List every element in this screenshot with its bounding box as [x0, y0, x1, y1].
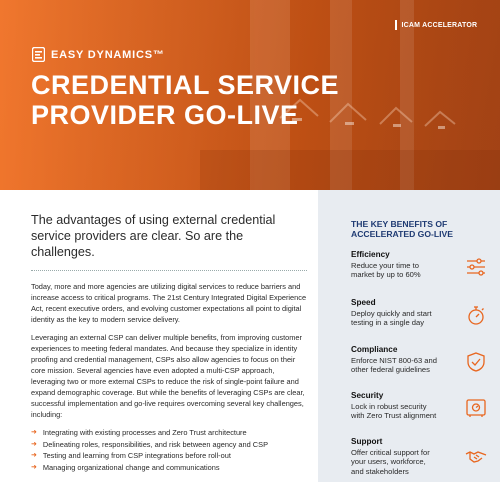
benefit-text: Offer critical support for your users, workforce, and stakeholders [351, 448, 430, 476]
arrow-bullet-icon: ➜ [31, 440, 37, 448]
benefit-heading: Security [351, 391, 384, 400]
challenges-list [31, 427, 309, 473]
benefits-sidebar [318, 190, 500, 482]
arrow-bullet-icon: ➜ [31, 463, 37, 471]
arrow-bullet-icon: ➜ [31, 429, 37, 436]
stopwatch-icon [465, 304, 487, 326]
list-item-text: Integrating with existing processes and Zero Trust architecture [42, 428, 247, 437]
benefit-heading: Compliance [351, 345, 398, 354]
sliders-icon [465, 256, 487, 278]
program-tag [395, 20, 477, 30]
benefit-speed [351, 298, 493, 328]
list-item [31, 462, 309, 474]
benefit-support [351, 437, 493, 476]
title-line-1: CREDENTIAL SERVICE [31, 70, 340, 100]
main-content [31, 212, 309, 473]
logo-mark-icon [32, 47, 45, 62]
benefit-heading: Efficiency [351, 250, 390, 259]
benefit-compliance [351, 345, 493, 375]
page-title [31, 70, 471, 130]
benefit-text: Deploy quickly and start testing in a single day [351, 309, 432, 328]
list-item [31, 450, 309, 462]
list-item-text: Testing and learning from CSP integrations before roll-out [42, 451, 231, 460]
list-item-text: Managing organizational change and communications [42, 462, 220, 472]
sidebar-title: THE KEY BENEFITS OF ACCELERATED GO-LIVE [351, 219, 454, 239]
shield-check-icon [465, 351, 487, 373]
benefit-security [351, 391, 493, 421]
body-paragraph: Leveraging an external CSP can deliver multiple benefits, from improving customer experiences to meeting federal mandates. And because they specialize in identity proofing and credential management, CSPs also allow agencies to focus on their core mission. Several agencies have even adopted a multi-CSP approach, leveraging two or more external CSPs to reduce the risk of single-point failure and expand demographic coverage. But while the benefits of leveraging CSPs are clear, successful implementation and go-live requires overcoming several key challenges, including: [31, 333, 305, 419]
benefit-text: Lock in robust security with Zero Trust alignment [351, 402, 437, 421]
company-logo [32, 47, 165, 62]
list-item [31, 427, 309, 439]
list-item [31, 439, 309, 451]
section-divider [31, 270, 307, 271]
benefit-heading: Speed [351, 298, 376, 307]
safe-icon [465, 397, 487, 419]
benefit-heading: Support [351, 437, 383, 446]
program-tag-label: ICAM ACCELERATOR [401, 21, 478, 29]
list-item-text: Delineating roles, responsibilities, and risk between agency and CSP [42, 439, 269, 449]
title-line-2: PROVIDER GO-LIVE [31, 100, 299, 130]
intro-paragraph: Today, more and more agencies are utilizing digital services to reduce barriers and increase access to critical programs. The 21st Century Integrated Digital Experience Act, recent executive orders, and evolving customer expectations all point to digital identity as the key to modern service delivery. [31, 282, 307, 324]
arrow-bullet-icon: ➜ [31, 452, 37, 459]
tag-divider [395, 20, 397, 30]
handshake-icon [465, 445, 487, 467]
hero-banner [0, 0, 500, 190]
logo-text: EASY DYNAMICS™ [51, 48, 165, 61]
benefit-efficiency [351, 250, 493, 280]
lead-statement: The advantages of using external credential service providers are clear. So are the challenges. [31, 213, 276, 259]
benefit-text: Reduce your time to market by up to 60% [351, 261, 421, 280]
benefit-text: Enforce NIST 800-63 and other federal guidelines [351, 356, 437, 375]
